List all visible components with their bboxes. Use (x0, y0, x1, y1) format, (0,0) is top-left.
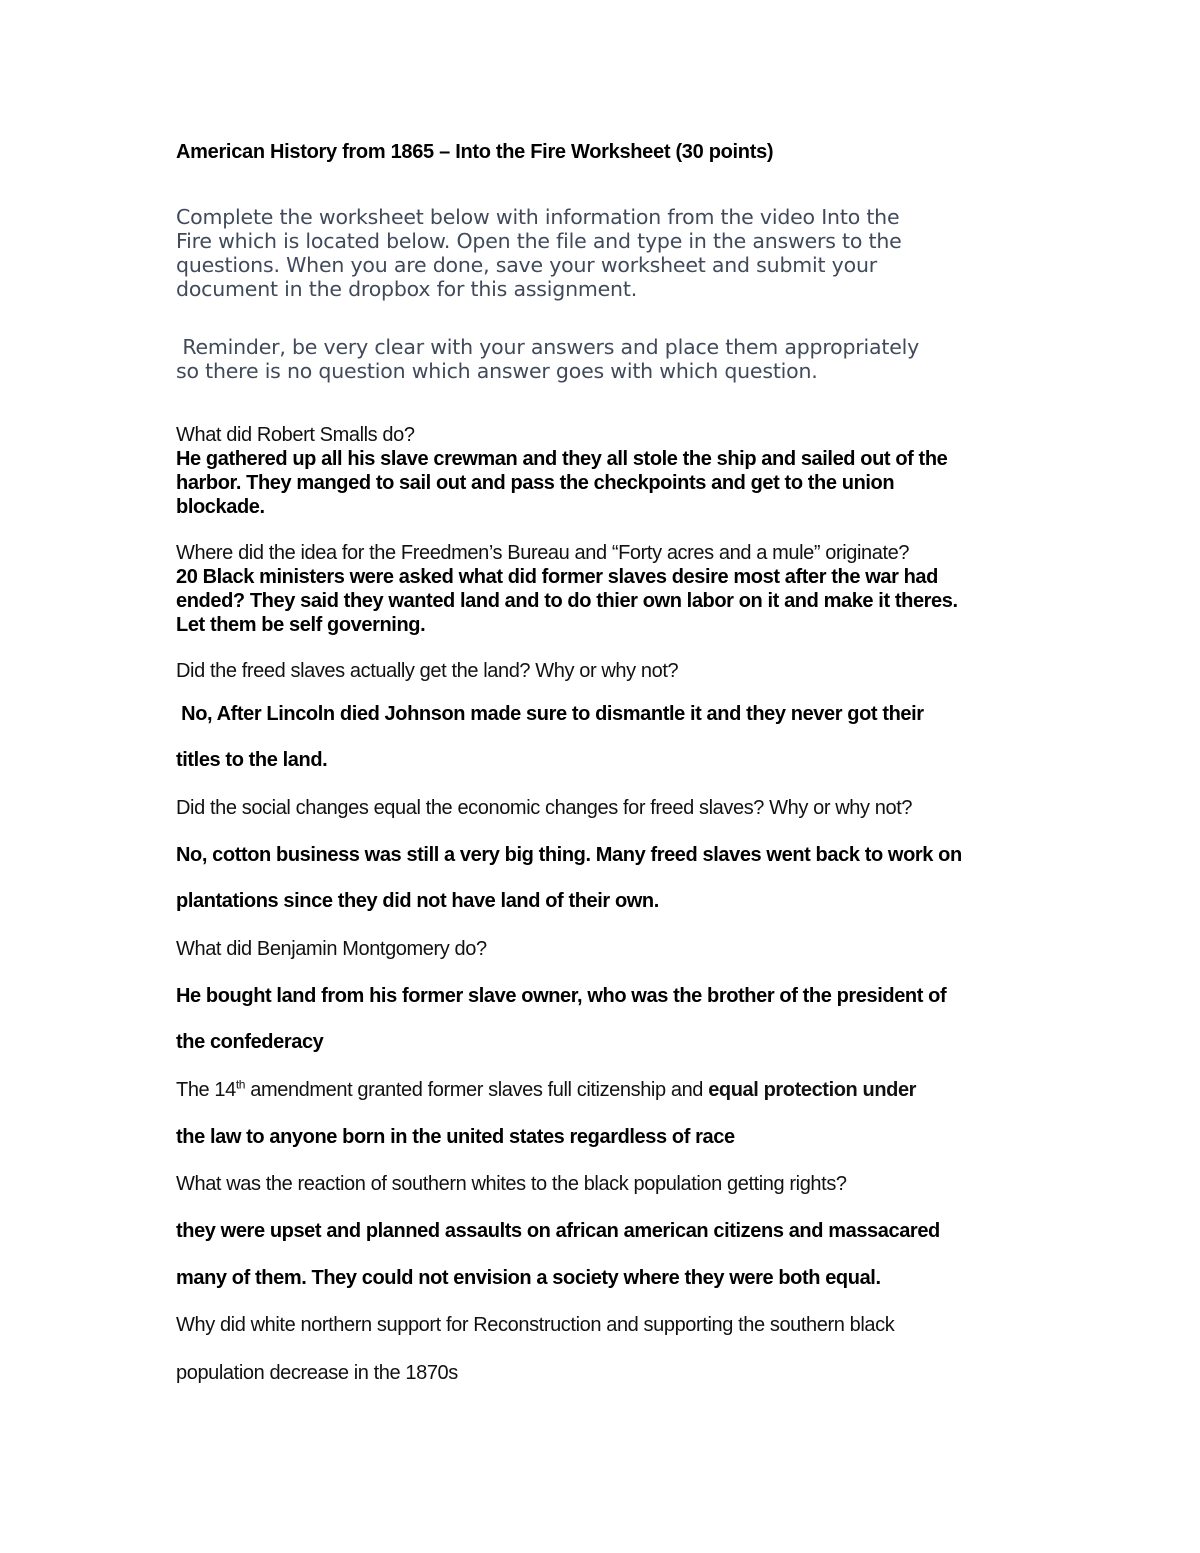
question-northern-support-decrease: Why did white northern support for Reconstruction and supporting the southern black (176, 1314, 895, 1336)
reminder-line: so there is no question which answer goes with which question. (176, 359, 818, 383)
answer-line: they were upset and planned assaults on african american citizens and massacared (176, 1220, 940, 1242)
instructions-line: questions. When you are done, save your worksheet and submit your (176, 253, 877, 277)
question-freed-slaves-land: Did the freed slaves actually get the land? Why or why not? (176, 660, 679, 682)
question-robert-smalls: What did Robert Smalls do? (176, 424, 415, 446)
answer-line: No, After Lincoln died Johnson made sure to dismantle it and they never got their (176, 703, 924, 725)
instructions-paragraph (176, 205, 1036, 301)
worksheet-title: American History from 1865 – Into the Fire Worksheet (30 points) (176, 141, 774, 163)
question-benjamin-montgomery: What did Benjamin Montgomery do? (176, 938, 487, 960)
question-southern-whites-reaction: What was the reaction of southern whites to the black population getting rights? (176, 1173, 847, 1195)
reminder-line: Reminder, be very clear with your answers and place them appropriately (176, 335, 920, 359)
statement-text: amendment granted former slaves full citizenship and (245, 1079, 709, 1101)
statement-text: The 14 (176, 1079, 236, 1101)
answer-line: harbor. They manged to sail out and pass the checkpoints and get to the union (176, 472, 895, 494)
answer-line: No, cotton business was still a very big thing. Many freed slaves went back to work on (176, 844, 962, 866)
answer-line: He bought land from his former slave owner, who was the brother of the president of (176, 985, 947, 1007)
instructions-line: Fire which is located below. Open the file and type in the answers to the (176, 229, 902, 253)
instructions-line: Complete the worksheet below with information from the video Into the (176, 205, 900, 229)
answer-line: ended? They said they wanted land and to do thier own labor on it and make it theres. (176, 590, 958, 612)
reminder-paragraph (176, 335, 1036, 383)
ordinal-suffix: th (235, 1077, 246, 1092)
answer-line: titles to the land. (176, 749, 328, 771)
answer-line: Let them be self governing. (176, 614, 426, 636)
answer-line: the confederacy (176, 1031, 324, 1053)
answer-line: He gathered up all his slave crewman and they all stole the ship and sailed out of the (176, 448, 948, 470)
instructions-line: document in the dropbox for this assignment. (176, 277, 638, 301)
question-social-economic-changes: Did the social changes equal the economic changes for freed slaves? Why or why not? (176, 797, 913, 819)
answer-line: 20 Black ministers were asked what did former slaves desire most after the war had (176, 566, 938, 588)
statement-answer: equal protection under (708, 1079, 917, 1101)
answer-line: many of them. They could not envision a society where they were both equal. (176, 1267, 881, 1289)
answer-line: the law to anyone born in the united states regardless of race (176, 1126, 735, 1148)
question-freedmens-bureau: Where did the idea for the Freedmen’s Bureau and “Forty acres and a mule” originate? (176, 542, 910, 564)
answer-line: plantations since they did not have land of their own. (176, 890, 659, 912)
answer-line: blockade. (176, 496, 265, 518)
statement-14th-amendment (176, 1078, 916, 1102)
question-northern-support-decrease-cont: population decrease in the 1870s (176, 1362, 458, 1384)
